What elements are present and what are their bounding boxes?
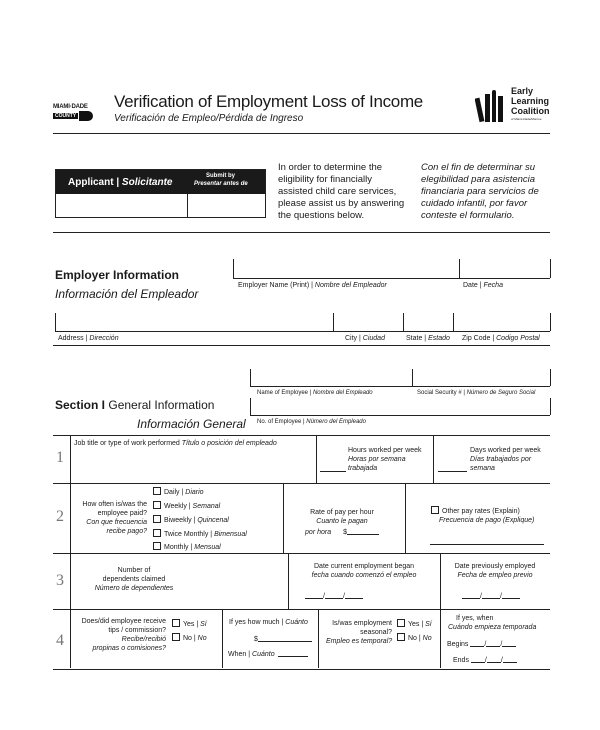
- ssn-label: Social Security # | Número de Seguro Social: [417, 390, 536, 396]
- date-prev-label-en: Date previously employed: [454, 563, 536, 570]
- tips-no-en: No: [183, 635, 192, 642]
- row-divider-1: [53, 483, 550, 484]
- row-number-2: 2: [56, 508, 64, 525]
- pay-frequency-label: [76, 500, 147, 536]
- option-monthly-es: Mensual: [194, 544, 221, 551]
- employer-name-field[interactable]: [233, 278, 459, 279]
- ssn-tick-right: [550, 369, 551, 386]
- hours-label-en: Hours worked per week: [348, 447, 422, 454]
- hours-label-es1: Horas por semana: [348, 456, 406, 463]
- option-biweekly-en: Biweekly: [164, 517, 192, 524]
- option-weekly-en: Weekly: [164, 503, 187, 510]
- employer-date-label: Date | Fecha: [463, 282, 503, 289]
- twice-monthly-checkbox[interactable]: [153, 529, 161, 537]
- other-pay-field[interactable]: [430, 544, 544, 545]
- seasonal-yes-checkbox[interactable]: [397, 619, 405, 627]
- when-label-en: When: [228, 651, 247, 658]
- state-label-es: Estado: [428, 335, 450, 342]
- date-began-label-en: Date current employment began: [314, 563, 414, 570]
- date-prev-field[interactable]: / /: [462, 590, 520, 600]
- job-title-field[interactable]: [74, 450, 314, 482]
- seasonal-label-1: Is/was employment: [332, 620, 392, 627]
- elc-logo-line3: Coalition: [511, 106, 550, 116]
- hours-label: [348, 446, 422, 473]
- r1-col-divider-1: [316, 435, 317, 483]
- county-logo-line1: MIAMI·DADE: [53, 104, 88, 110]
- address-label: Address | Dirección: [58, 335, 119, 342]
- employee-no-label: No. of Employee | Número del Empleado: [257, 419, 366, 425]
- other-pay-label-es: Frecuencia de pago (Explique): [439, 517, 535, 524]
- date-prev-label-es: Fecha de empleo previo: [457, 572, 533, 579]
- employee-no-tick-left: [250, 398, 251, 415]
- option-monthly[interactable]: Monthly | Mensual: [153, 542, 221, 551]
- how-much-label-es: Cuánto: [285, 619, 308, 626]
- row-number-3: 3: [56, 572, 64, 589]
- seasonal-no-en: No: [408, 635, 417, 642]
- job-title-label-en: Job title or type of work performed: [74, 440, 180, 447]
- tips-yes-es: Sí: [200, 621, 207, 628]
- submit-by-field[interactable]: [188, 194, 265, 217]
- r4-col-divider-1: [222, 609, 223, 668]
- season-when-label-en: If yes, when: [456, 615, 494, 622]
- employee-name-label-es: Nombre del Empleado: [312, 390, 373, 396]
- rate-label-es2: por hora: [305, 529, 332, 536]
- city-label-en: City: [345, 335, 358, 342]
- option-biweekly[interactable]: Biweekly | Quincenal: [153, 515, 229, 524]
- r1-col-divider-2: [433, 435, 434, 483]
- daily-checkbox[interactable]: [153, 487, 161, 495]
- monthly-checkbox[interactable]: [153, 542, 161, 550]
- days-label: [470, 446, 541, 473]
- biweekly-checkbox[interactable]: [153, 515, 161, 523]
- option-twice-monthly[interactable]: Twice Monthly | Bimensual: [153, 529, 247, 538]
- season-when-label-es: Cuándo empieza temporada: [448, 624, 537, 631]
- ssn-label-es: Número de Seguro Social: [466, 390, 536, 396]
- elc-logo-line2: Learning: [511, 96, 550, 106]
- applicant-label: Applicant | Solicitante: [68, 177, 173, 188]
- form-title: Verification of Employment Loss of Income: [114, 92, 423, 111]
- days-label-en: Days worked per week: [470, 447, 541, 454]
- season-begins-label: Begins: [447, 641, 469, 648]
- job-title-label-es: Título o posición del empleado: [181, 440, 277, 447]
- employee-no-label-es: Número del Empleado: [306, 419, 366, 425]
- books-icon: [475, 88, 509, 124]
- dependents-field[interactable]: [190, 560, 282, 604]
- season-begins-field[interactable]: Begins / /: [447, 638, 516, 648]
- rate-currency: $: [343, 529, 347, 536]
- option-biweekly-es: Quincenal: [197, 517, 229, 524]
- seasonal-yes-option[interactable]: Yes | Sí: [397, 619, 432, 628]
- zip-field[interactable]: [453, 331, 550, 332]
- employer-name-tick-right: [459, 259, 460, 278]
- seasonal-label: [322, 619, 392, 646]
- county-logo: [53, 103, 99, 123]
- option-twice-monthly-es: Bimensual: [214, 531, 247, 538]
- how-much-field[interactable]: [254, 633, 312, 643]
- ssn-label-en: Social Security #: [417, 390, 462, 396]
- employee-name-label-en: Name of Employee: [257, 390, 309, 396]
- option-daily-en: Daily: [164, 489, 180, 496]
- option-monthly-en: Monthly: [164, 544, 189, 551]
- city-label-es: Ciudad: [362, 335, 385, 342]
- zip-label: Zip Code | Codigo Postal: [462, 335, 540, 342]
- r2-col-divider-1: [283, 483, 284, 553]
- row-divider-3: [53, 609, 550, 610]
- intro-text-es: Con el fin de determinar su elegibilidad para asistencia financiaria para servicios de cuidado infantil, por favor conteste el formulario.: [421, 162, 539, 221]
- pay-frequency-label-1: How often is/was the: [82, 501, 147, 508]
- employer-date-field[interactable]: [459, 278, 550, 279]
- other-pay-label: [431, 506, 534, 525]
- seasonal-no-checkbox[interactable]: [397, 633, 405, 641]
- r4-col-divider-3: [440, 609, 441, 668]
- elc-logo-line4: of Miami-Dade/Monroe: [511, 117, 542, 121]
- row-number-column-divider: [70, 435, 71, 668]
- employee-name-tick-left: [250, 369, 251, 386]
- seasonal-yes-en: Yes: [408, 621, 420, 628]
- employer-heading: Employer Information: [55, 268, 180, 282]
- address-label-en: Address: [58, 335, 84, 342]
- address-tick-left: [55, 313, 56, 331]
- applicant-label-en: Applicant: [68, 177, 114, 188]
- state-field[interactable]: [403, 331, 453, 332]
- tips-label-1: Does/did employee receive: [81, 618, 166, 625]
- r2-col-divider-2: [405, 483, 406, 553]
- option-weekly[interactable]: Weekly | Semanal: [153, 501, 220, 510]
- address-tick-right: [333, 313, 334, 331]
- tips-yes-option[interactable]: Yes | Sí: [172, 619, 207, 628]
- r4-col-divider-2: [318, 609, 319, 668]
- rate-label-en: Rate of pay per hour: [310, 509, 374, 516]
- how-much-label-en: If yes how much: [229, 619, 280, 626]
- seasonal-yes-es: Sí: [425, 621, 432, 628]
- employee-name-field[interactable]: [250, 386, 412, 387]
- intro-divider: [53, 232, 550, 233]
- days-label-es1: Días trabajados por: [470, 456, 532, 463]
- dependents-label-es: Número de dependientes: [94, 585, 174, 592]
- tips-label-es1: Recibe/recibió: [121, 636, 166, 643]
- option-daily-es: Diario: [185, 489, 204, 496]
- other-pay-label-en: Other pay rates (Explain): [442, 508, 520, 515]
- seasonal-label-2: seasonal?: [360, 629, 392, 636]
- tips-label: [72, 617, 166, 653]
- date-began-field[interactable]: / /: [305, 590, 363, 600]
- tips-label-2: tips / commission?: [108, 627, 166, 634]
- pay-frequency-label-es1: Con que frecuencia: [86, 519, 147, 526]
- season-when-label: [448, 614, 536, 632]
- hours-field[interactable]: [320, 471, 346, 472]
- zip-tick-right: [550, 313, 551, 331]
- how-much-currency: $: [254, 636, 258, 643]
- row-number-4: 4: [56, 632, 64, 649]
- seasonal-label-es: Empleo es temporal?: [326, 638, 393, 645]
- employee-name-label: Name of Employee | Nombre del Empleado: [257, 390, 373, 396]
- header-divider: [53, 133, 550, 134]
- form-subtitle: Verificación de Empleo/Pérdida de Ingreso: [114, 113, 304, 124]
- option-daily[interactable]: Daily | Diario: [153, 487, 204, 496]
- dependents-label: [84, 566, 184, 593]
- section1-number: Section I: [55, 398, 106, 412]
- county-logo-shape: [79, 111, 93, 121]
- when-field[interactable]: [278, 648, 308, 657]
- zip-label-es: Codigo Postal: [496, 335, 540, 342]
- applicant-name-field[interactable]: [56, 194, 187, 217]
- employer-name-label: Employer Name (Print) | Nombre del Empleador: [238, 282, 387, 289]
- intro-text-en: In order to determine the eligibility for financially assisted child care services, please assist us by answering the questions below.: [278, 162, 405, 221]
- tips-no-es: No: [197, 635, 207, 642]
- employer-name-label-es: Nombre del Empleador: [314, 282, 387, 289]
- hours-label-es2: trabajada: [348, 465, 378, 472]
- when-label-es: Cuánto: [252, 651, 275, 658]
- row-divider-2: [53, 553, 550, 554]
- city-tick-right: [403, 313, 404, 331]
- pay-frequency-label-es2: recibe pago?: [106, 528, 147, 535]
- employer-date-label-en: Date: [463, 282, 478, 289]
- rate-label-es1: Cuanto le pagan: [316, 518, 368, 525]
- other-pay-checkbox[interactable]: [431, 506, 439, 514]
- date-began-label-es: fecha cuando comenzó el empleo: [311, 572, 417, 579]
- elc-logo: [475, 86, 555, 126]
- dependents-label-1: Number of: [117, 567, 151, 574]
- date-began-label: [288, 562, 440, 580]
- employer-heading-es: Información del Empleador: [55, 287, 199, 301]
- state-label: State | Estado: [406, 335, 450, 342]
- applicant-box: [55, 169, 266, 218]
- employee-name-tick-right: [412, 369, 413, 386]
- job-title-label: [74, 439, 277, 448]
- tips-yes-en: Yes: [183, 621, 195, 628]
- applicant-label-es: Solicitante: [121, 177, 173, 188]
- days-field[interactable]: [438, 471, 467, 472]
- option-twice-monthly-en: Twice Monthly: [164, 531, 209, 538]
- when-label: When | Cuánto: [228, 648, 308, 658]
- date-prev-label: [440, 562, 550, 580]
- submit-by-label-es: Presentar antes de: [194, 181, 248, 187]
- date-tick-right: [550, 259, 551, 278]
- section1-title: General Information: [108, 398, 215, 412]
- how-much-label: If yes how much | Cuánto: [229, 619, 308, 626]
- employer-name-label-en: Employer Name (Print): [238, 282, 310, 289]
- days-label-es2: semana: [470, 465, 495, 472]
- option-weekly-es: Semanal: [192, 503, 221, 510]
- county-logo-line2: COUNTY: [55, 113, 77, 119]
- rate-field[interactable]: [347, 526, 379, 535]
- state-tick-right: [453, 313, 454, 331]
- address-field[interactable]: [55, 331, 333, 332]
- season-ends-label: Ends: [453, 657, 469, 664]
- ssn-field[interactable]: [412, 386, 550, 387]
- employer-divider: [53, 345, 550, 346]
- employee-no-field[interactable]: [250, 415, 550, 416]
- city-label: City | Ciudad: [345, 335, 385, 342]
- dependents-label-2: dependents claimed: [102, 576, 166, 583]
- city-field[interactable]: [333, 331, 403, 332]
- tips-no-option[interactable]: No | No: [172, 633, 207, 642]
- zip-label-en: Zip Code: [462, 335, 491, 342]
- elc-logo-line1: Early: [511, 86, 534, 96]
- submit-by-label: Submit by: [206, 173, 236, 179]
- employer-date-label-es: Fecha: [483, 282, 503, 289]
- rate-label: [293, 508, 391, 537]
- seasonal-no-es: No: [422, 635, 432, 642]
- tips-no-checkbox[interactable]: [172, 633, 180, 641]
- state-label-en: State: [406, 335, 423, 342]
- tips-label-es2: propinas o comisiones?: [92, 645, 166, 652]
- section1-heading: [55, 398, 214, 412]
- season-ends-field[interactable]: Ends / /: [453, 654, 517, 664]
- row-number-1: 1: [56, 449, 64, 466]
- seasonal-no-option[interactable]: No | No: [397, 633, 432, 642]
- section1-heading-es: Información General: [137, 417, 246, 431]
- employee-no-tick-right: [550, 398, 551, 415]
- employee-no-label-en: No. of Employee: [257, 419, 302, 425]
- weekly-checkbox[interactable]: [153, 501, 161, 509]
- employer-name-tick-left: [233, 259, 234, 278]
- tips-yes-checkbox[interactable]: [172, 619, 180, 627]
- address-label-es: Dirección: [89, 335, 119, 342]
- pay-frequency-label-2: employee paid?: [97, 510, 147, 517]
